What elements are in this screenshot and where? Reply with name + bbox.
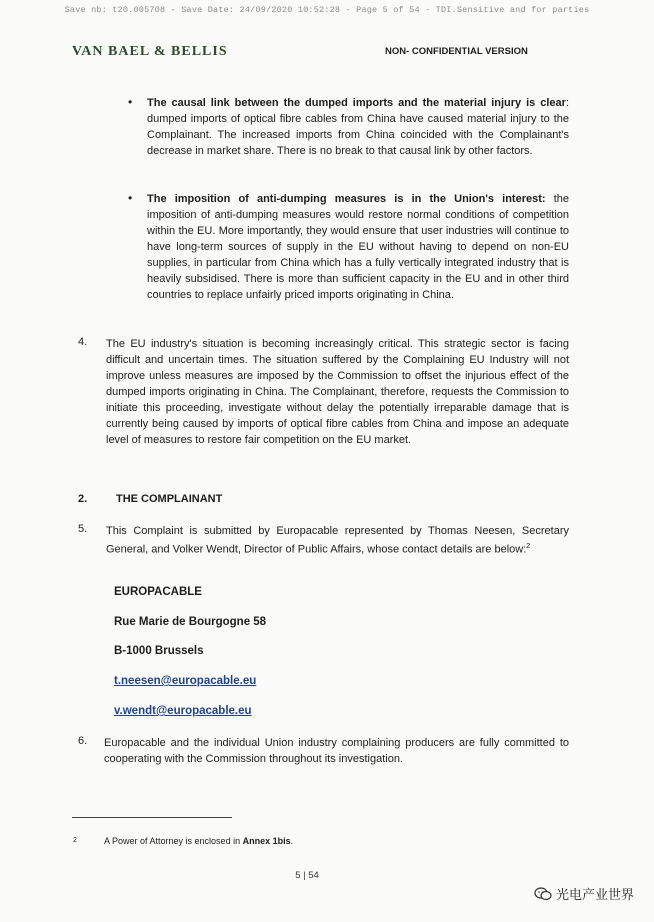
contact-name: EUROPACABLE bbox=[114, 586, 202, 598]
email-link-neesen[interactable]: t.neesen@europacable.eu bbox=[114, 675, 257, 687]
watermark bbox=[534, 884, 634, 903]
watermark-text: 光电产业世界 bbox=[555, 887, 634, 902]
paragraph-4: The EU industry's situation is becoming increasingly critical. This strategic sector is facing difficult and uncertain times. The situation suffered by the Complaining EU Industry will not improve unless measures are imposed by the Commission to offset the injurious effect of the dumped imports originating in China. The Complainant, therefore, requests the Commission to initiate this proceeding, investigate without delay the potentially irreparable damage that is currently being caused by imports of optical fibre cables from China and impose an adequate level of measures to restore fair competition on the EU market. bbox=[106, 338, 569, 446]
footnote-annex: Annex 1bis bbox=[242, 836, 291, 846]
bullet-heading: The causal link between the dumped imports and the material injury is clear bbox=[147, 97, 566, 109]
save-info-bar: Save nb: t20.005708 - Save Date: 24/09/2020 10:52:28 - Page 5 of 54 - TDI.Sensitive and for parties bbox=[64, 5, 590, 15]
contact-street: Rue Marie de Bourgogne 58 bbox=[114, 616, 267, 628]
footnote-number: 2 bbox=[73, 837, 77, 844]
paragraph-5 bbox=[106, 523, 569, 558]
footnote-reference[interactable]: 2 bbox=[526, 543, 531, 550]
section-title: THE COMPLAINANT bbox=[116, 493, 223, 505]
bullet-causal-link bbox=[147, 95, 569, 159]
page-number: 5 | 54 bbox=[295, 870, 319, 881]
paragraph-5-text: This Complaint is submitted by Europacable represented by Thomas Neesen, Secretary General, and Volker Wendt, Director of Public Affairs, whose contact details are below: bbox=[106, 525, 569, 556]
bullet-dot-icon: • bbox=[128, 191, 133, 205]
bullet-heading: The imposition of anti-dumping measures is in the Union's interest: bbox=[147, 193, 546, 205]
paragraph-number: 5. bbox=[78, 523, 88, 535]
paragraph-6: Europacable and the individual Union industry complaining producers are fully committed to cooperating with the Commission throughout its investigation. bbox=[104, 737, 569, 765]
paragraph-number: 6. bbox=[78, 735, 88, 747]
paragraph-number: 4. bbox=[78, 336, 88, 348]
bullet-text: : dumped imports of optical fibre cables from China have caused material injury to the Complainant. The increased imports from China coincided with the Complainant's decrease in market share. There is no break to that causal link by other factors. bbox=[147, 97, 569, 157]
footnote-end: . bbox=[290, 836, 294, 846]
footnote-text bbox=[104, 836, 293, 846]
contact-city: B-1000 Brussels bbox=[114, 645, 204, 657]
section-number: 2. bbox=[78, 493, 88, 505]
confidentiality-label: NON- CONFIDENTIAL VERSION bbox=[385, 46, 528, 57]
bullet-union-interest bbox=[147, 191, 569, 303]
bullet-dot-icon: • bbox=[128, 95, 133, 109]
footnote-divider bbox=[72, 817, 232, 818]
footnote-body: A Power of Attorney is enclosed in bbox=[104, 836, 243, 846]
firm-logo: VAN BAEL & BELLIS bbox=[72, 44, 228, 59]
bullet-text: the imposition of anti-dumping measures would restore normal conditions of competition within the EU. More importantly, they would ensure that user industries will continue to have long-term sources of supply in the EU without having to depend on non-EU supplies, in particular from China which has a fully vertically integrated industry that is heavily subsidised. There is more than sufficient capacity in the EU and in other third countries to replace unfairly priced imports originating in China. bbox=[147, 193, 569, 301]
email-link-wendt[interactable]: v.wendt@europacable.eu bbox=[114, 705, 252, 717]
wechat-icon bbox=[534, 887, 552, 901]
